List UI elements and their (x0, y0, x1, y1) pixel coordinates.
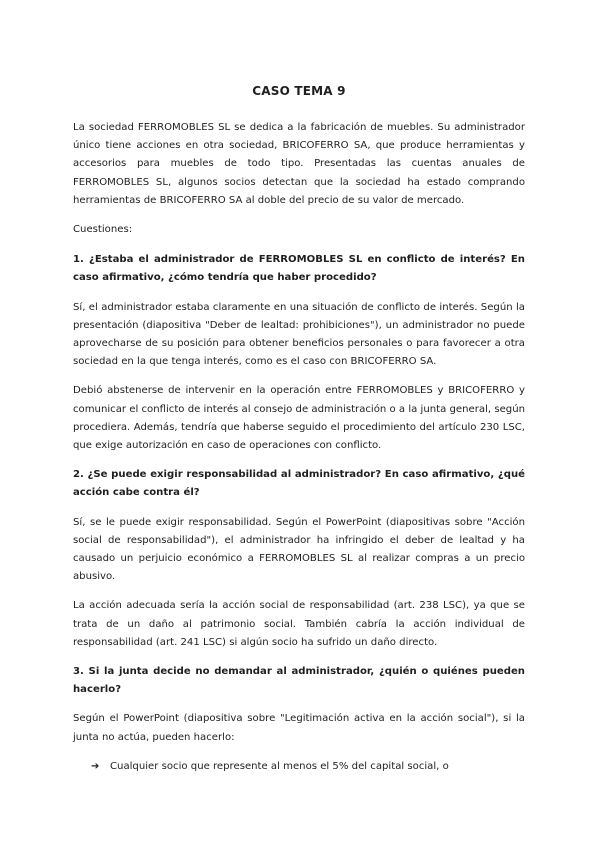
bullet-item (91, 758, 525, 776)
question-3: 3. Si la junta decide no demandar al administrador, ¿quién o quiénes pueden hacerlo? (73, 666, 525, 696)
questions-label: Cuestiones: (73, 224, 133, 236)
answer-2-paragraph-2: La acción adecuada sería la acción social de responsabilidad (art. 238 LSC), ya que se trata de un daño al patrimonio social. También cabría la acción individual de responsabilidad (art. 241 LSC) si algún socio ha sufrido un daño directo. (73, 600, 525, 648)
bullet-item-text: Cualquier socio que represente al menos el 5% del capital social, o (110, 760, 449, 772)
answer-2-paragraph-1: Sí, se le puede exigir responsabilidad. Según el PowerPoint (diapositivas sobre "Acción social de responsabilidad"), el administrador ha infringido el deber de lealtad y ha causado un perjuicio económico a FERROMOBLES SL al realizar compras a un precio abusivo. (73, 516, 525, 583)
question-2: 2. ¿Se puede exigir responsabilidad al administrador? En caso afirmativo, ¿qué acción cabe contra él? (73, 469, 525, 499)
document-title: CASO TEMA 9 (252, 84, 346, 98)
answer-1-paragraph-2: Debió abstenerse de intervenir en la operación entre FERROMOBLES y BRICOFERRO y comunicar el conflicto de interés al consejo de administración o a la junta general, según procediera. Además, tendría que haberse seguido el procedimiento del artículo 230 LSC, que exige autorización en caso de operaciones con conflicto. (73, 385, 525, 452)
question-1: 1. ¿Estaba el administrador de FERROMOBLES SL en conflicto de interés? En caso afirmativo, ¿cómo tendría que haber procedido? (73, 254, 525, 284)
arrow-bullet-icon: ➔ (91, 760, 100, 772)
answer-3-paragraph-1: Según el PowerPoint (diapositiva sobre "Legitimación activa en la acción social"), si la junta no actúa, pueden hacerlo: (73, 713, 525, 743)
answer-1-paragraph-1: Sí, el administrador estaba claramente en una situación de conflicto de interés. Según la presentación (diapositiva "Deber de lealtad: prohibiciones"), un administrador no puede aprovecharse de su posición para obtener beneficios personales o para favorecer a otra sociedad en la que tenga interés, como es el caso con BRICOFERRO SA. (73, 301, 525, 368)
case-intro: La sociedad FERROMOBLES SL se dedica a la fabricación de muebles. Su administrador único tiene acciones en otra sociedad, BRICOFERRO SA, que produce herramientas y accesorios para muebles de todo tipo. Presentadas las cuentas anuales de FERROMOBLES SL, algunos socios detectan que la sociedad ha estado comprando herramientas de BRICOFERRO SA al doble del precio de su valor de mercado. (73, 122, 525, 206)
document-body (73, 84, 525, 776)
